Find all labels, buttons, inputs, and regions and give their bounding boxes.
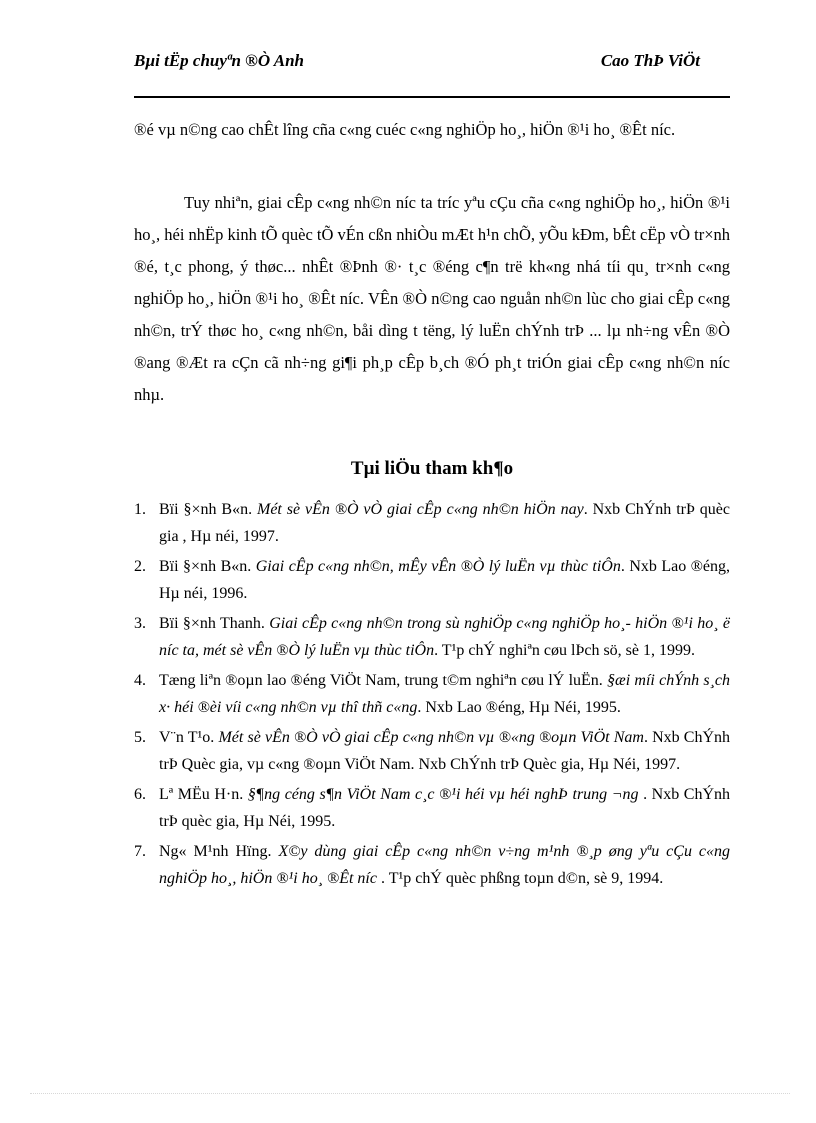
- reference-title: Mét sè vÊn ®Ò vÒ giai cÊp c«ng nh©n hiÖn nay: [257, 501, 584, 518]
- page-header: [134, 50, 730, 98]
- reference-number: 6.: [134, 786, 146, 803]
- reference-item: [134, 610, 730, 664]
- reference-author: V¨n T¹o.: [159, 729, 219, 746]
- header-author: Cao ThÞ ViÖt: [600, 51, 700, 70]
- page-footer-divider: [30, 1093, 790, 1094]
- reference-item: [134, 553, 730, 607]
- reference-publication: . T¹p chÝ nghiªn cøu lÞch sö, sè 1, 1999.: [434, 642, 695, 659]
- reference-publication: . T¹p chÝ quèc phßng toµn d©n, sè 9, 1994.: [376, 870, 664, 887]
- reference-item: [134, 667, 730, 721]
- reference-item: [134, 781, 730, 835]
- reference-publication: . Nxb Lao ®éng, Hµ Néi, 1995.: [417, 699, 621, 716]
- reference-author: Bïi §×nh B«n.: [159, 501, 257, 518]
- header-document-title: Bµi tËp chuyªn ®Ò Anh: [134, 51, 304, 70]
- reference-author: Ng« M¹nh Hïng.: [159, 843, 279, 860]
- references-heading: Tµi liÖu tham kh¶o: [350, 458, 514, 479]
- reference-item: [134, 724, 730, 778]
- reference-author: Tæng liªn ®oµn lao ®éng ViÖt Nam, trung t©m nghiªn cøu lÝ luËn.: [159, 672, 608, 689]
- reference-publication: . Nxb ChÝnh trÞ quèc gia, Hµ Néi, 1995.: [159, 786, 730, 830]
- reference-author: Bïi §×nh Thanh.: [159, 615, 270, 632]
- reference-author: Lª MËu H·n.: [159, 786, 248, 803]
- reference-title: Mét sè vÊn ®Ò vÒ giai cÊp c«ng nh©n vµ ®«ng ®oµn ViÖt Nam: [218, 729, 644, 746]
- reference-title: Giai cÊp c«ng nh©n, mÊy vÊn ®Ò lý luËn vµ thùc tiÔn: [255, 558, 621, 575]
- reference-title: §¶ng céng s¶n ViÖt Nam c¸c ®¹i héi vµ héi nghÞ trung ¬ng: [247, 786, 639, 803]
- body-paragraph: Tuy nhiªn, giai cÊp c«ng nh©n níc ta tríc yªu cÇu cña c«ng nghiÖp ho¸, hiÖn ®¹i ho¸, héi nhËp kinh tÕ quèc tÕ vÉn cßn nhiÒu mÆt h¹n chÕ, yÕu kÐm, bÊt cËp vÒ tr×nh ®é, t¸c phong, ý thøc... nhÊt ®Þnh ®· t¸c ®éng c¶n trë kh«ng nhá tíi qu¸ tr×nh c«ng nghiÖp ho¸, hiÖn ®¹i ho¸ ®Êt níc. VÊn ®Ò n©ng cao nguån nh©n lùc cho giai cÊp c«ng nh©n, trÝ thøc ho¸ c«ng nh©n, båi dìng t tëng, lý luËn chÝnh trÞ ... lµ nh÷ng vÊn ®Ò ®ang ®Æt ra cÇn cã nh÷ng gi¶i ph¸p cÊp b¸ch ®Ó ph¸t triÓn giai cÊp c«ng nh©n níc nhµ.: [134, 193, 730, 404]
- reference-number: 3.: [134, 615, 146, 632]
- reference-publication: . Nxb ChÝnh trÞ quèc gia , Hµ néi, 1997.: [159, 501, 731, 545]
- reference-title: §æi míi chÝnh s¸ch x· héi ®èi víi c«ng nh©n vµ thî thñ c«ng: [159, 672, 730, 716]
- reference-number: 1.: [134, 501, 146, 518]
- reference-title: Giai cÊp c«ng nh©n trong sù nghiÖp c«ng nghiÖp ho¸- hiÖn ®¹i ho¸ ë níc ta, mét sè vÊn ®Ò lý luËn vµ thùc tiÔn: [159, 615, 731, 659]
- reference-number: 7.: [134, 843, 146, 860]
- reference-publication: . Nxb ChÝnh trÞ Quèc gia, vµ c«ng ®oµn ViÖt Nam. Nxb ChÝnh trÞ Quèc gia, Hµ Néi, 1997.: [159, 729, 731, 773]
- references-list: [134, 496, 730, 895]
- reference-item: [134, 496, 730, 550]
- reference-number: 2.: [134, 558, 146, 575]
- reference-number: 5.: [134, 729, 146, 746]
- body-paragraph: ®é vµ n©ng cao chÊt lîng cña c«ng cuéc c«ng nghiÖp ho¸, hiÖn ®¹i ho¸ ®Êt níc.: [134, 120, 676, 139]
- reference-publication: . Nxb Lao ®éng, Hµ néi, 1996.: [159, 558, 731, 602]
- reference-title: X©y dùng giai cÊp c«ng nh©n v÷ng m¹nh ®¸p øng yªu cÇu c«ng nghiÖp ho¸, hiÖn ®¹i ho¸ ®Êt níc: [159, 843, 731, 887]
- reference-author: Bïi §×nh B«n.: [159, 558, 256, 575]
- reference-item: [134, 838, 730, 892]
- reference-number: 4.: [134, 672, 146, 689]
